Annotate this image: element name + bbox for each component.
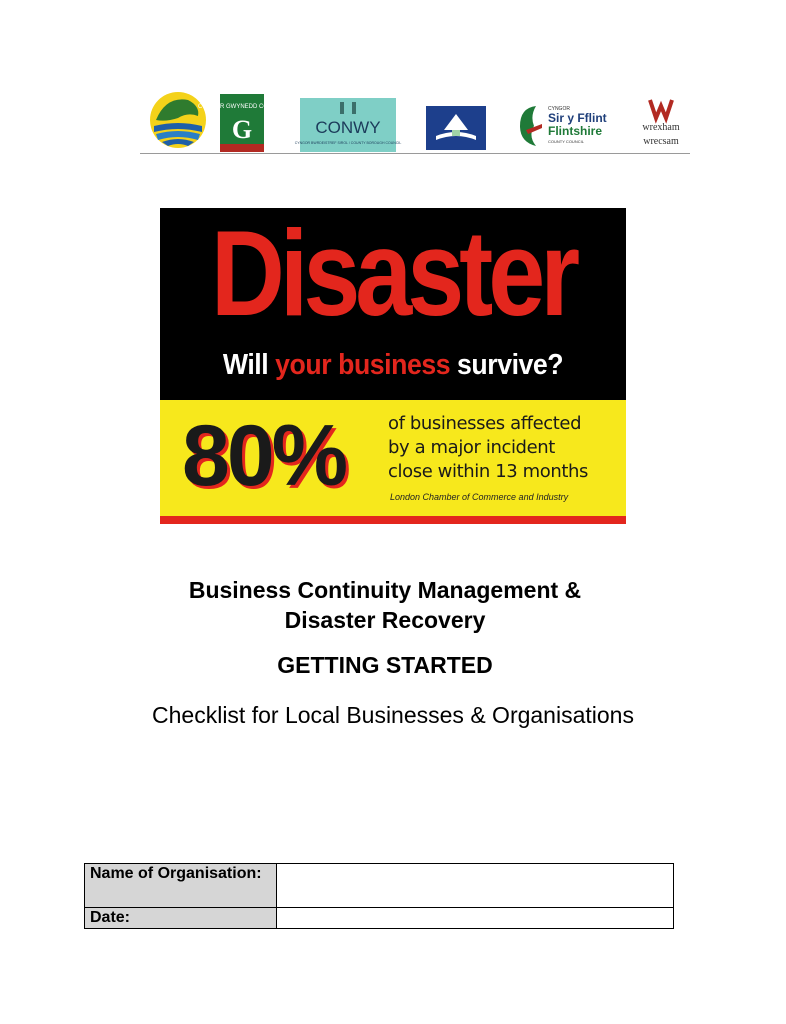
- name-of-organisation-label: Name of Organisation:: [85, 864, 277, 908]
- poster-stat-text: [388, 412, 620, 484]
- stat-line: close within 13 months: [388, 461, 589, 482]
- logo-divider: [140, 153, 690, 154]
- svg-text:Flintshire: Flintshire: [548, 124, 603, 138]
- poster-question: [179, 348, 608, 382]
- question-part-1: Will: [222, 349, 276, 381]
- conwy-logo: [294, 98, 402, 152]
- date-field[interactable]: [277, 908, 674, 929]
- question-part-2: your business: [275, 349, 451, 381]
- table-row: [85, 908, 674, 929]
- svg-text:wrexham: wrexham: [642, 122, 680, 133]
- svg-text:Sir y Fflint: Sir y Fflint: [548, 111, 607, 125]
- document-description: Checklist for Local Businesses & Organisations: [152, 702, 634, 728]
- document-subtitle: GETTING STARTED: [277, 652, 493, 678]
- stat-line: by a major incident: [388, 437, 555, 458]
- svg-text:COUNTY COUNCIL: COUNTY COUNCIL: [548, 139, 584, 144]
- poster-stat-panel: [160, 400, 626, 516]
- poster-source: London Chamber of Commerce and Industry: [390, 492, 569, 502]
- council-logos-strip: [140, 88, 690, 154]
- poster-bottom-band: [160, 516, 626, 524]
- svg-text:CYNGOR GWYNEDD COUNCIL: CYNGOR GWYNEDD COUNCIL: [197, 104, 287, 110]
- poster-percent: 80%: [182, 408, 346, 504]
- disaster-poster: [160, 205, 626, 524]
- stat-line: of businesses affected: [388, 413, 582, 434]
- flintshire-logo: [518, 102, 624, 148]
- wrexham-logo: [634, 98, 688, 148]
- emblem-logo: [148, 90, 208, 150]
- document-title-line-2: Disaster Recovery: [284, 607, 486, 633]
- gwynedd-logo: [197, 94, 287, 152]
- document-title-line-1: Business Continuity Management &: [188, 577, 582, 603]
- name-of-organisation-field[interactable]: [277, 864, 674, 908]
- table-row: [85, 864, 674, 908]
- poster-headline-panel: [160, 205, 626, 398]
- svg-text:CYNGOR BWRDEISTREF SIROL / COU: CYNGOR BWRDEISTREF SIROL / COUNTY BOROUGH COUNCIL: [294, 141, 402, 145]
- blue-emblem-logo: [426, 106, 486, 150]
- svg-text:G: G: [231, 115, 253, 144]
- svg-text:CONWY: CONWY: [315, 118, 381, 137]
- poster-headline: Disaster: [210, 205, 576, 341]
- question-part-3: survive?: [450, 349, 564, 381]
- organisation-form-table: [84, 863, 674, 929]
- svg-text:wrecsam: wrecsam: [643, 136, 679, 147]
- date-label: Date:: [85, 908, 277, 929]
- svg-text:CYNGOR: CYNGOR: [548, 106, 570, 112]
